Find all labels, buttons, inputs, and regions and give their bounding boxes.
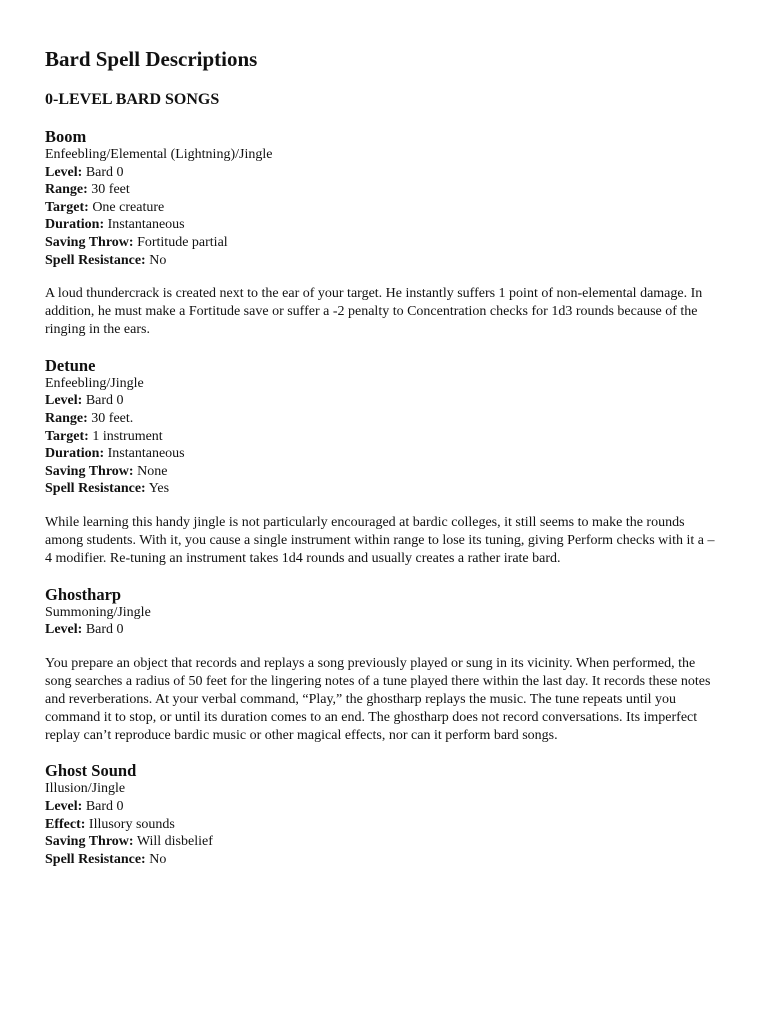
stat-label: Target: <box>45 428 89 444</box>
stat-value: No <box>149 252 167 268</box>
stat-value: Bard 0 <box>85 164 124 180</box>
stat-value: 30 feet. <box>91 411 134 427</box>
stat-value: Will disbelief <box>136 834 213 850</box>
spell-name: Ghost Sound <box>45 761 137 781</box>
stat-label: Effect: <box>45 816 86 832</box>
spell-school: Summoning/Jingle <box>45 604 151 620</box>
spell-stat-effect <box>45 816 725 834</box>
stat-value: Instantaneous <box>107 446 185 462</box>
spell-stat-target <box>45 199 725 217</box>
spell-stat-spell-resistance <box>45 851 725 869</box>
stat-value: No <box>149 851 167 867</box>
stat-label: Spell Resistance: <box>45 481 146 497</box>
stat-value: Bard 0 <box>85 393 124 409</box>
stat-value: Fortitude partial <box>137 234 228 250</box>
stat-value: 30 feet <box>91 182 130 198</box>
spell-stat-duration <box>45 216 725 234</box>
spell-stat-spell-resistance <box>45 252 725 270</box>
spell-entry-detune <box>45 356 725 568</box>
stat-value: Yes <box>148 481 170 497</box>
spell-entry-ghostharp <box>45 585 725 745</box>
stat-label: Spell Resistance: <box>45 252 146 268</box>
spell-stat-target <box>45 428 725 446</box>
stat-label: Level: <box>45 622 83 638</box>
stat-label: Duration: <box>45 446 105 462</box>
spell-stat-duration <box>45 445 725 463</box>
stat-label: Level: <box>45 393 83 409</box>
document-page <box>45 46 725 868</box>
spell-stat-level <box>45 621 725 639</box>
stat-label: Saving Throw: <box>45 463 134 479</box>
spell-name: Ghostharp <box>45 584 122 604</box>
stat-label: Level: <box>45 164 83 180</box>
stat-value: Instantaneous <box>107 217 185 233</box>
stat-label: Level: <box>45 799 83 815</box>
spell-stat-saving-throw <box>45 234 725 252</box>
spell-description: While learning this handy jingle is not particularly encouraged at bardic colleges, it still seems to make the rounds among students. With it, you cause a single instrument within range to lose its tuning, giving Perform checks with it a –4 modifier. Re-tuning an instrument takes 1d4 rounds and usually creates a rather irate bard. <box>45 515 715 566</box>
spell-stat-level <box>45 392 725 410</box>
document-title: Bard Spell Descriptions <box>45 47 258 71</box>
stat-label: Saving Throw: <box>45 834 134 850</box>
stat-label: Range: <box>45 182 88 198</box>
stat-value: Illusory sounds <box>88 816 175 832</box>
spell-entry-boom <box>45 127 725 339</box>
stat-label: Range: <box>45 411 88 427</box>
stat-value: None <box>137 463 168 479</box>
stat-value: Bard 0 <box>85 799 124 815</box>
spell-name: Detune <box>45 355 96 375</box>
stat-label: Spell Resistance: <box>45 851 146 867</box>
spell-stat-range <box>45 181 725 199</box>
stat-value: Bard 0 <box>85 622 124 638</box>
spell-stat-spell-resistance <box>45 480 725 498</box>
spell-school: Enfeebling/Elemental (Lightning)/Jingle <box>45 147 273 162</box>
spell-description: A loud thundercrack is created next to the ear of your target. He instantly suffers 1 point of non-elemental damage. In addition, he must make a Fortitude save or suffer a -2 penalty to Concentration checks for 1d3 rounds because of the ringing in the ears. <box>45 286 703 337</box>
spell-school: Illusion/Jingle <box>45 781 126 797</box>
spell-stat-saving-throw <box>45 463 725 481</box>
spell-stat-saving-throw <box>45 833 725 851</box>
stat-label: Target: <box>45 199 89 215</box>
stat-value: 1 instrument <box>92 428 163 444</box>
spell-stat-range <box>45 410 725 428</box>
stat-label: Saving Throw: <box>45 234 134 250</box>
spell-stat-level <box>45 798 725 816</box>
spell-entry-ghost-sound <box>45 761 725 868</box>
stat-label: Duration: <box>45 217 105 233</box>
spell-name: Boom <box>45 127 87 146</box>
spell-school: Enfeebling/Jingle <box>45 375 144 391</box>
section-heading: 0-LEVEL BARD SONGS <box>45 91 220 108</box>
stat-value: One creature <box>92 199 165 215</box>
spell-description: You prepare an object that records and replays a song previously played or sung in its vicinity. When performed, the song searches a radius of 50 feet for the lingering notes of a tune played there within the last day. It records these notes and reverberations. At your verbal command, “Play,” the ghostharp replays the music. The tune repeats until you command it to stop, or until its duration comes to an end. The ghostharp does not record conversations. Its imperfect replay can’t reproduce bardic music or other magical effects, nor can it perform bard songs. <box>45 655 711 743</box>
spell-stat-level <box>45 164 725 182</box>
